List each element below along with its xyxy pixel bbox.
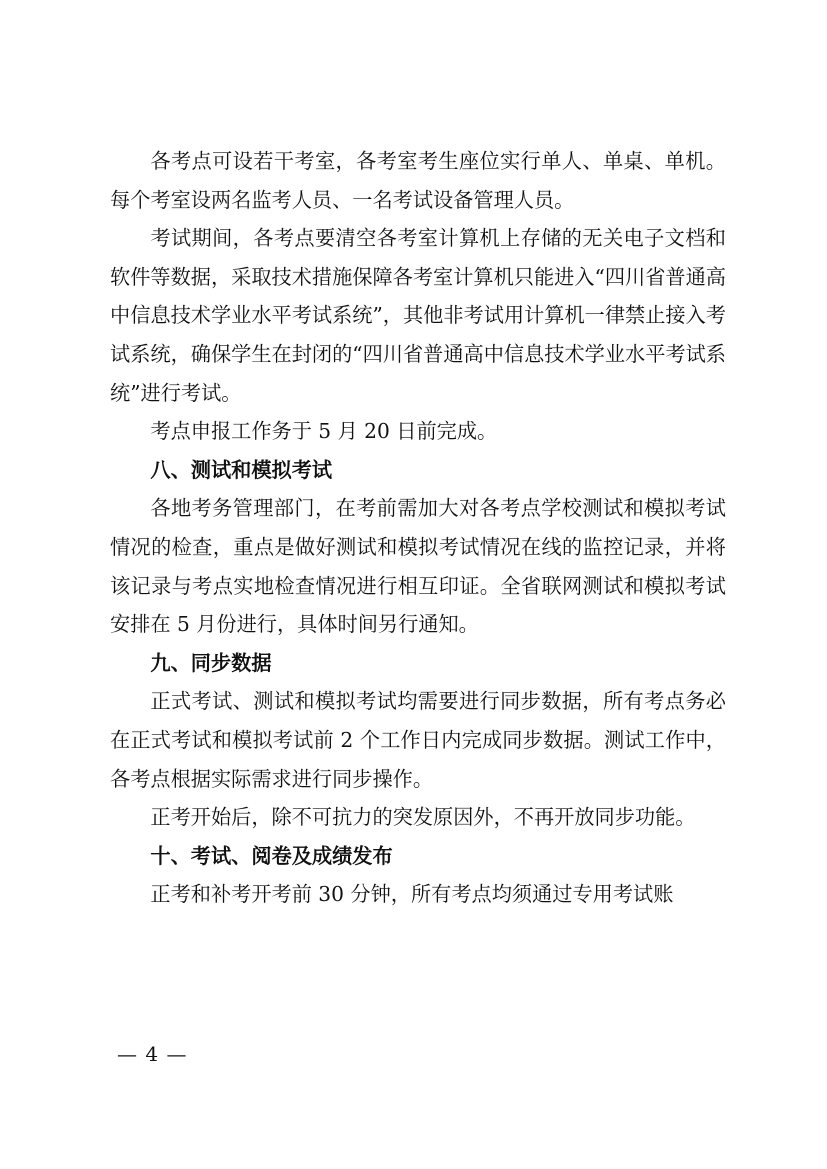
paragraph-sync-closed: 正考开始后，除不可抗力的突发原因外，不再开放同步功能。 [150, 805, 696, 830]
paragraph-data-sync-requirement: 正式考试、测试和模拟考试均需要进行同步数据，所有考点务必在正式考试和模拟考试前 2 个工作日内完成同步数据。测试工作中，各考点根据实际需求进行同步操作。 [110, 689, 726, 791]
page-number: — 4 — [117, 1042, 188, 1066]
section-heading-exam-scoring: 十、考试、阅卷及成绩发布 [150, 843, 393, 868]
paragraph-exam-system-security: 考试期间，各考点要清空各考室计算机上存储的无关电子文档和软件等数据，采取技术措施保障各考室计算机只能进入“四川省普通高中信息技术学业水平考试系统”，其他非考试用计算机一律禁止接入考试系统，确保学生在封闭的“四川省普通高中信息技术学业水平考试系统”进行考试。 [110, 226, 726, 405]
document-body [110, 142, 726, 914]
paragraph-exam-account: 正考和补考开考前 30 分钟，所有考点均须通过专用考试账 [150, 882, 674, 907]
paragraph-testing-inspection: 各地考务管理部门，在考前需加大对各考点学校测试和模拟考试情况的检查，重点是做好测试和模拟考试情况在线的监控记录，并将该记录与考点实地检查情况进行相互印证。全省联网测试和模拟考试安排在 5 月份进行，具体时间另行通知。 [110, 496, 726, 637]
section-heading-testing: 八、测试和模拟考试 [150, 457, 333, 482]
paragraph-application-deadline: 考点申报工作务于 5 月 20 日前完成。 [150, 419, 498, 444]
section-heading-data-sync: 九、同步数据 [150, 650, 272, 675]
paragraph-exam-room-setup: 各考点可设若干考室，各考室考生座位实行单人、单桌、单机。每个考室设两名监考人员、一名考试设备管理人员。 [110, 149, 726, 212]
